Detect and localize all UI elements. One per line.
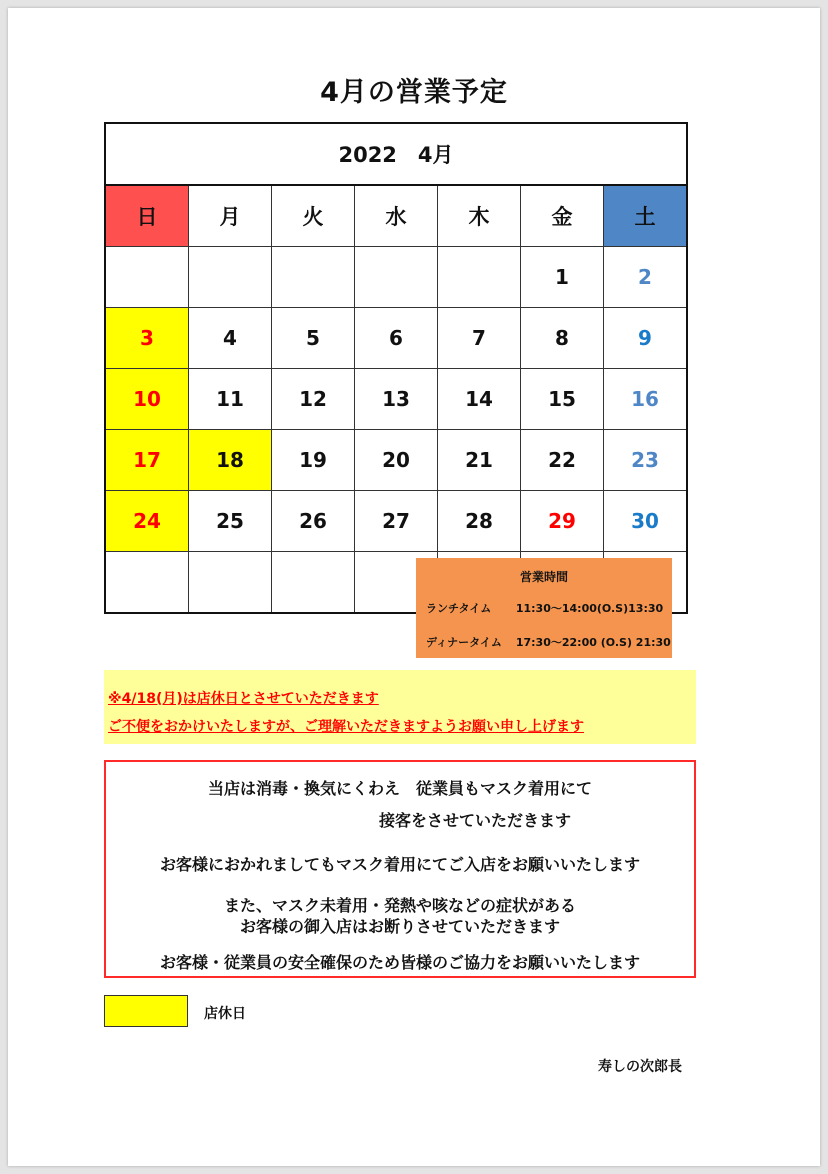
calendar-day-cell: 16 — [604, 369, 688, 430]
calendar-table — [104, 122, 688, 614]
closure-notice — [104, 670, 696, 744]
calendar-day-cell: 8 — [521, 308, 604, 369]
closure-notice-line-1: ※4/18(月)は店休日とさせていただきます — [108, 691, 379, 707]
business-hours-box — [416, 558, 672, 658]
calendar-day-cell: 4 — [189, 308, 272, 369]
calendar-day-cell — [272, 247, 355, 308]
info-line-2: 接客をさせていただきます — [378, 811, 571, 830]
calendar-day-cell — [272, 552, 355, 614]
covid-info-box — [104, 760, 696, 978]
closed-day-legend-label: 店休日 — [204, 1006, 246, 1022]
calendar-day-cell: 30 — [604, 491, 688, 552]
info-line-3: お客様におかれましてもマスク着用にてご入店をお願いいたします — [159, 855, 640, 874]
info-line-6: お客様・従業員の安全確保のため皆様のご協力をお願いいたします — [159, 953, 640, 972]
dinner-row — [426, 634, 671, 650]
weekday-header-cell: 土 — [604, 185, 688, 247]
calendar-day-cell: 12 — [272, 369, 355, 430]
calendar-day-cell: 26 — [272, 491, 355, 552]
calendar-day-cell — [189, 552, 272, 614]
calendar-day-cell: 27 — [355, 491, 438, 552]
calendar-day-cell: 24 — [105, 491, 189, 552]
calendar-day-cell: 17 — [105, 430, 189, 491]
weekday-header-cell: 日 — [105, 185, 189, 247]
restaurant-signature: 寿しの次郎長 — [598, 1059, 682, 1075]
dinner-time: 17:30～22:00 (O.S) 21:30 — [515, 636, 671, 649]
calendar-day-cell: 7 — [438, 308, 521, 369]
weekday-header-cell: 金 — [521, 185, 604, 247]
calendar-week-row — [105, 369, 687, 430]
calendar-day-cell: 28 — [438, 491, 521, 552]
calendar-day-cell: 6 — [355, 308, 438, 369]
calendar-day-cell — [355, 247, 438, 308]
calendar-day-cell: 22 — [521, 430, 604, 491]
calendar-day-cell: 15 — [521, 369, 604, 430]
lunch-row — [426, 600, 663, 616]
calendar-day-cell: 29 — [521, 491, 604, 552]
calendar-week-row — [105, 491, 687, 552]
calendar-day-cell: 10 — [105, 369, 189, 430]
calendar-day-cell: 20 — [355, 430, 438, 491]
calendar-day-cell: 21 — [438, 430, 521, 491]
calendar-day-cell: 2 — [604, 247, 688, 308]
calendar-day-cell — [105, 552, 189, 614]
calendar-day-cell: 19 — [272, 430, 355, 491]
calendar-month-label: 2022 4月 — [105, 123, 687, 185]
info-line-4: また、マスク未着用・発熱や咳などの症状がある — [223, 896, 576, 915]
lunch-time: 11:30～14:00(O.S)13:30 — [515, 602, 664, 615]
page-title: 4月の営業予定 — [320, 77, 508, 108]
calendar-day-cell: 9 — [604, 308, 688, 369]
dinner-label: ディナータイム — [426, 636, 502, 649]
calendar-week-row — [105, 247, 687, 308]
calendar-day-cell: 14 — [438, 369, 521, 430]
weekday-header-row — [105, 185, 687, 247]
calendar-day-cell: 13 — [355, 369, 438, 430]
business-hours-title: 営業時間 — [519, 570, 568, 584]
weekday-header-cell: 火 — [272, 185, 355, 247]
weekday-header-cell: 水 — [355, 185, 438, 247]
document-page — [8, 8, 820, 1166]
calendar-day-cell — [189, 247, 272, 308]
calendar-day-cell — [438, 247, 521, 308]
info-line-5: お客様の御入店はお断りさせていただきます — [239, 917, 560, 936]
weekday-header-cell: 木 — [438, 185, 521, 247]
calendar-day-cell: 11 — [189, 369, 272, 430]
info-line-1: 当店は消毒・換気にくわえ 従業員もマスク着用にて — [207, 779, 592, 798]
calendar-week-row — [105, 430, 687, 491]
calendar-day-cell: 1 — [521, 247, 604, 308]
calendar-day-cell: 5 — [272, 308, 355, 369]
closed-day-legend-swatch — [104, 995, 188, 1027]
calendar-day-cell: 3 — [105, 308, 189, 369]
closure-notice-line-2: ご不便をおかけいたしますが、ご理解いただきますようお願い申し上げます — [108, 719, 584, 735]
calendar-day-cell — [105, 247, 189, 308]
weekday-header-cell: 月 — [189, 185, 272, 247]
calendar-week-row — [105, 308, 687, 369]
lunch-label: ランチタイム — [426, 602, 492, 615]
calendar-day-cell: 25 — [189, 491, 272, 552]
calendar-day-cell: 18 — [189, 430, 272, 491]
calendar-day-cell: 23 — [604, 430, 688, 491]
